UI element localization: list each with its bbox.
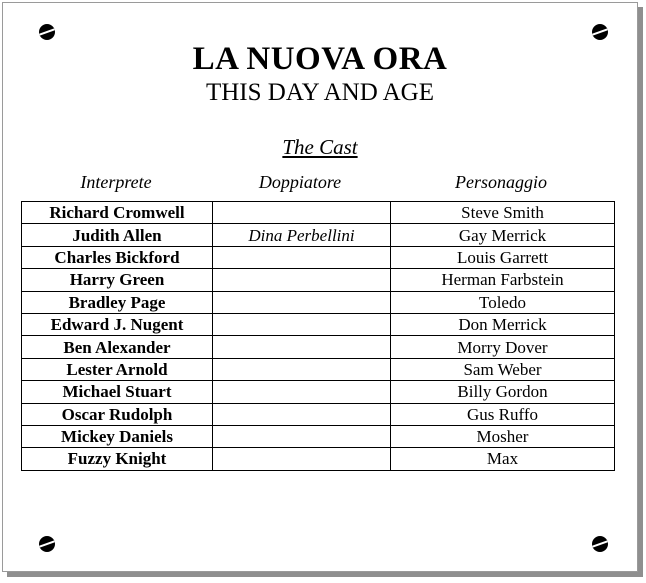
actor-cell: Ben Alexander bbox=[22, 336, 213, 358]
table-row bbox=[22, 202, 615, 224]
role-cell: Gay Merrick bbox=[391, 224, 615, 246]
role-cell: Gus Ruffo bbox=[391, 403, 615, 425]
screw-icon-top-right bbox=[592, 24, 608, 40]
table-row bbox=[22, 336, 615, 358]
dubber-cell bbox=[213, 202, 391, 224]
dubber-cell: Dina Perbellini bbox=[213, 224, 391, 246]
role-cell: Billy Gordon bbox=[391, 381, 615, 403]
dubber-cell bbox=[213, 291, 391, 313]
actor-cell: Mickey Daniels bbox=[22, 425, 213, 447]
actor-cell: Bradley Page bbox=[22, 291, 213, 313]
table-row bbox=[22, 269, 615, 291]
actor-cell: Fuzzy Knight bbox=[22, 448, 213, 470]
role-cell: Don Merrick bbox=[391, 313, 615, 335]
screw-icon-bottom-left bbox=[39, 536, 55, 552]
actor-cell: Judith Allen bbox=[22, 224, 213, 246]
screw-icon-top-left bbox=[39, 24, 55, 40]
dubber-cell bbox=[213, 246, 391, 268]
dubber-cell bbox=[213, 448, 391, 470]
screw-icon-bottom-right bbox=[592, 536, 608, 552]
column-header-interprete: Interprete bbox=[80, 172, 152, 192]
actor-cell: Michael Stuart bbox=[22, 381, 213, 403]
role-cell: Steve Smith bbox=[391, 202, 615, 224]
actor-cell: Richard Cromwell bbox=[22, 202, 213, 224]
role-cell: Morry Dover bbox=[391, 336, 615, 358]
table-row bbox=[22, 224, 615, 246]
actor-cell: Harry Green bbox=[22, 269, 213, 291]
actor-cell: Lester Arnold bbox=[22, 358, 213, 380]
table-row bbox=[22, 246, 615, 268]
actor-cell: Edward J. Nugent bbox=[22, 313, 213, 335]
role-cell: Louis Garrett bbox=[391, 246, 615, 268]
cast-table bbox=[21, 201, 615, 471]
column-header-doppiatore: Doppiatore bbox=[258, 172, 342, 192]
dubber-cell bbox=[213, 425, 391, 447]
table-row bbox=[22, 358, 615, 380]
cast-heading: The Cast bbox=[282, 135, 358, 159]
dubber-cell bbox=[213, 358, 391, 380]
dubber-cell bbox=[213, 313, 391, 335]
dubber-cell bbox=[213, 403, 391, 425]
dubber-cell bbox=[213, 269, 391, 291]
role-cell: Herman Farbstein bbox=[391, 269, 615, 291]
table-row bbox=[22, 291, 615, 313]
table-row bbox=[22, 425, 615, 447]
dubber-cell bbox=[213, 381, 391, 403]
column-header-personaggio: Personaggio bbox=[455, 172, 547, 192]
cast-plaque bbox=[2, 2, 638, 572]
table-row bbox=[22, 448, 615, 470]
actor-cell: Oscar Rudolph bbox=[22, 403, 213, 425]
table-row bbox=[22, 313, 615, 335]
role-cell: Sam Weber bbox=[391, 358, 615, 380]
table-row bbox=[22, 381, 615, 403]
role-cell: Toledo bbox=[391, 291, 615, 313]
actor-cell: Charles Bickford bbox=[22, 246, 213, 268]
dubber-cell bbox=[213, 336, 391, 358]
film-original-title: THIS DAY AND AGE bbox=[205, 79, 435, 106]
role-cell: Max bbox=[391, 448, 615, 470]
role-cell: Mosher bbox=[391, 425, 615, 447]
table-row bbox=[22, 403, 615, 425]
film-title: LA NUOVA ORA bbox=[192, 41, 448, 77]
